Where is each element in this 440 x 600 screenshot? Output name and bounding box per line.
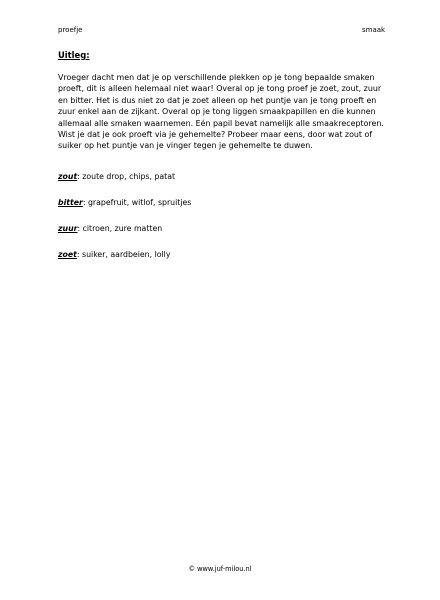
footer-copyright: © www.juf-milou.nl (188, 565, 252, 573)
header-right-label: smaak (362, 26, 386, 34)
taste-list (58, 172, 384, 260)
taste-term: bitter (58, 197, 83, 207)
taste-examples: : zoute drop, chips, patat (77, 171, 176, 181)
taste-term: zuur (58, 223, 78, 233)
explanation-paragraph: Vroeger dacht men dat je op verschillende plekken op je tong bepaalde smaken proeft, dit is alleen helemaal niet waar! Overal op je tong proef je zoet, zout, zuur en bitter. Het is dus niet zo dat je zoet alleen op het puntje van je tong proeft en zuur enkel aan de zijkant. Overal op je tong liggen smaakpapillen en die kunnen allemaal alle smaken waarnemen. Eén papil bevat namelijk alle smaakreceptoren. Wist je dat je ook proeft via je gehemelte? Probeer maar eens, door wat zout of suiker op het puntje van je vinger tegen je gehemelte te duwen. (58, 73, 384, 151)
taste-examples: : suiker, aardbeien, lolly (76, 249, 171, 259)
taste-item-zoet (58, 250, 384, 260)
taste-term: zout (58, 171, 78, 181)
taste-examples: : citroen, zure matten (77, 223, 163, 233)
header-left-label: proefje (58, 26, 83, 34)
taste-item-zuur (58, 224, 384, 234)
taste-examples: : grapefruit, witlof, spruitjes (82, 197, 192, 207)
taste-term: zoet (58, 249, 77, 259)
taste-item-zout (58, 172, 384, 182)
document-body (58, 50, 384, 276)
taste-item-bitter (58, 198, 384, 208)
section-heading: Uitleg: (58, 50, 90, 60)
